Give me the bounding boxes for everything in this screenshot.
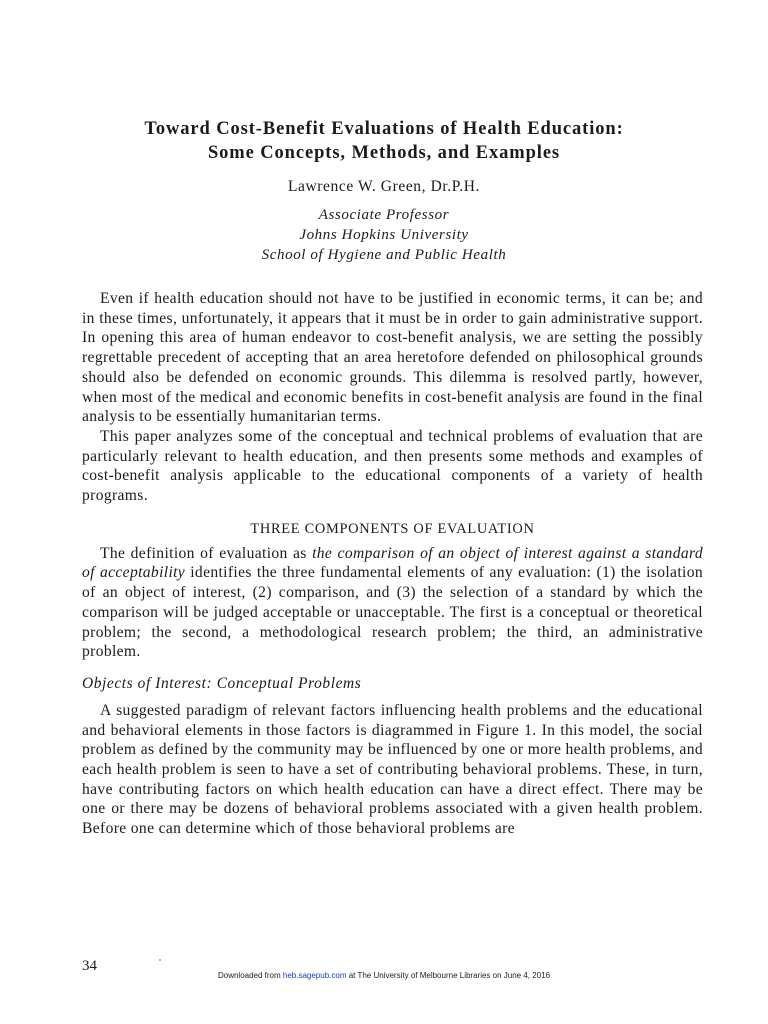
title-line-1: Toward Cost-Benefit Evaluations of Health Education: <box>144 119 624 139</box>
subsection-heading: Objects of Interest: Conceptual Problems <box>82 674 362 692</box>
footer-suffix: at The University of Melbourne Libraries on June 4, 2016 <box>346 971 551 980</box>
section-heading: THREE COMPONENTS OF EVALUATION <box>250 520 535 537</box>
affiliation-position: Associate Professor <box>318 207 450 223</box>
title-line-2: Some Concepts, Methods, and Examples <box>207 143 561 163</box>
definition-emphasis: the comparison of an object of interest against a standard of acceptability <box>82 544 703 582</box>
footer-prefix: Downloaded from <box>217 971 283 980</box>
page-number: 34 <box>82 958 97 974</box>
definition-text-end: identifies the three fundamental elements of any evaluation: (1) the isolation of an object of interest, (2) comparison, and (3) the selection of a standard by which the comparison will be judged acceptable or unacceptable. The first is a conceptual or theoretical problem; the second, a methodological research problem; the third, an administrative problem. <box>82 564 703 661</box>
footer-site-link[interactable]: heb.sagepub.com <box>282 971 347 980</box>
affiliation-university: Johns Hopkins University <box>299 227 469 243</box>
paragraph-paradigm: A suggested paradigm of relevant factors influencing health problems and the educational and behavioral elements in those factors is diagrammed in Figure 1. In this model, the social problem as defined by the community may be influenced by one or more health problems, and each health problem is seen to have a set of contributing behavioral problems. These, in turn, have contributing factors on which health education can have a direct effect. There may be one or there may be dozens of behavioral problems associated with a given health problem. Before one can determine which of those behavioral problems are <box>82 701 703 838</box>
scan-speck <box>159 959 161 961</box>
download-footer <box>0 971 768 980</box>
affiliation-school: School of Hygiene and Public Health <box>261 247 507 263</box>
article-body <box>82 289 703 839</box>
article-title <box>40 117 728 165</box>
definition-text-start: The definition of evaluation as <box>100 544 313 562</box>
author-affiliation <box>0 205 768 265</box>
paragraph-scope: This paper analyzes some of the conceptual and technical problems of evaluation that are particularly relevant to health education, and then presents some methods and examples of cost-benefit analysis applicable to the educational components of a variety of health programs. <box>82 427 703 505</box>
author-name: Lawrence W. Green, Dr.P.H. <box>287 178 481 195</box>
paragraph-intro: Even if health education should not have to be justified in economic terms, it can be; and in these times, unfortunately, it appears that it must be in order to gain administrative support. In opening this area of human endeavor to cost-benefit analysis, we are setting the possibly regrettable precedent of accepting that an area heretofore defended on philosophical grounds should also be defended on economic grounds. This dilemma is resolved partly, however, when most of the medical and economic benefits in cost-benefit analysis are found in the final analysis to be essentially humanitarian terms. <box>82 290 703 426</box>
paragraph-definition <box>82 544 703 662</box>
